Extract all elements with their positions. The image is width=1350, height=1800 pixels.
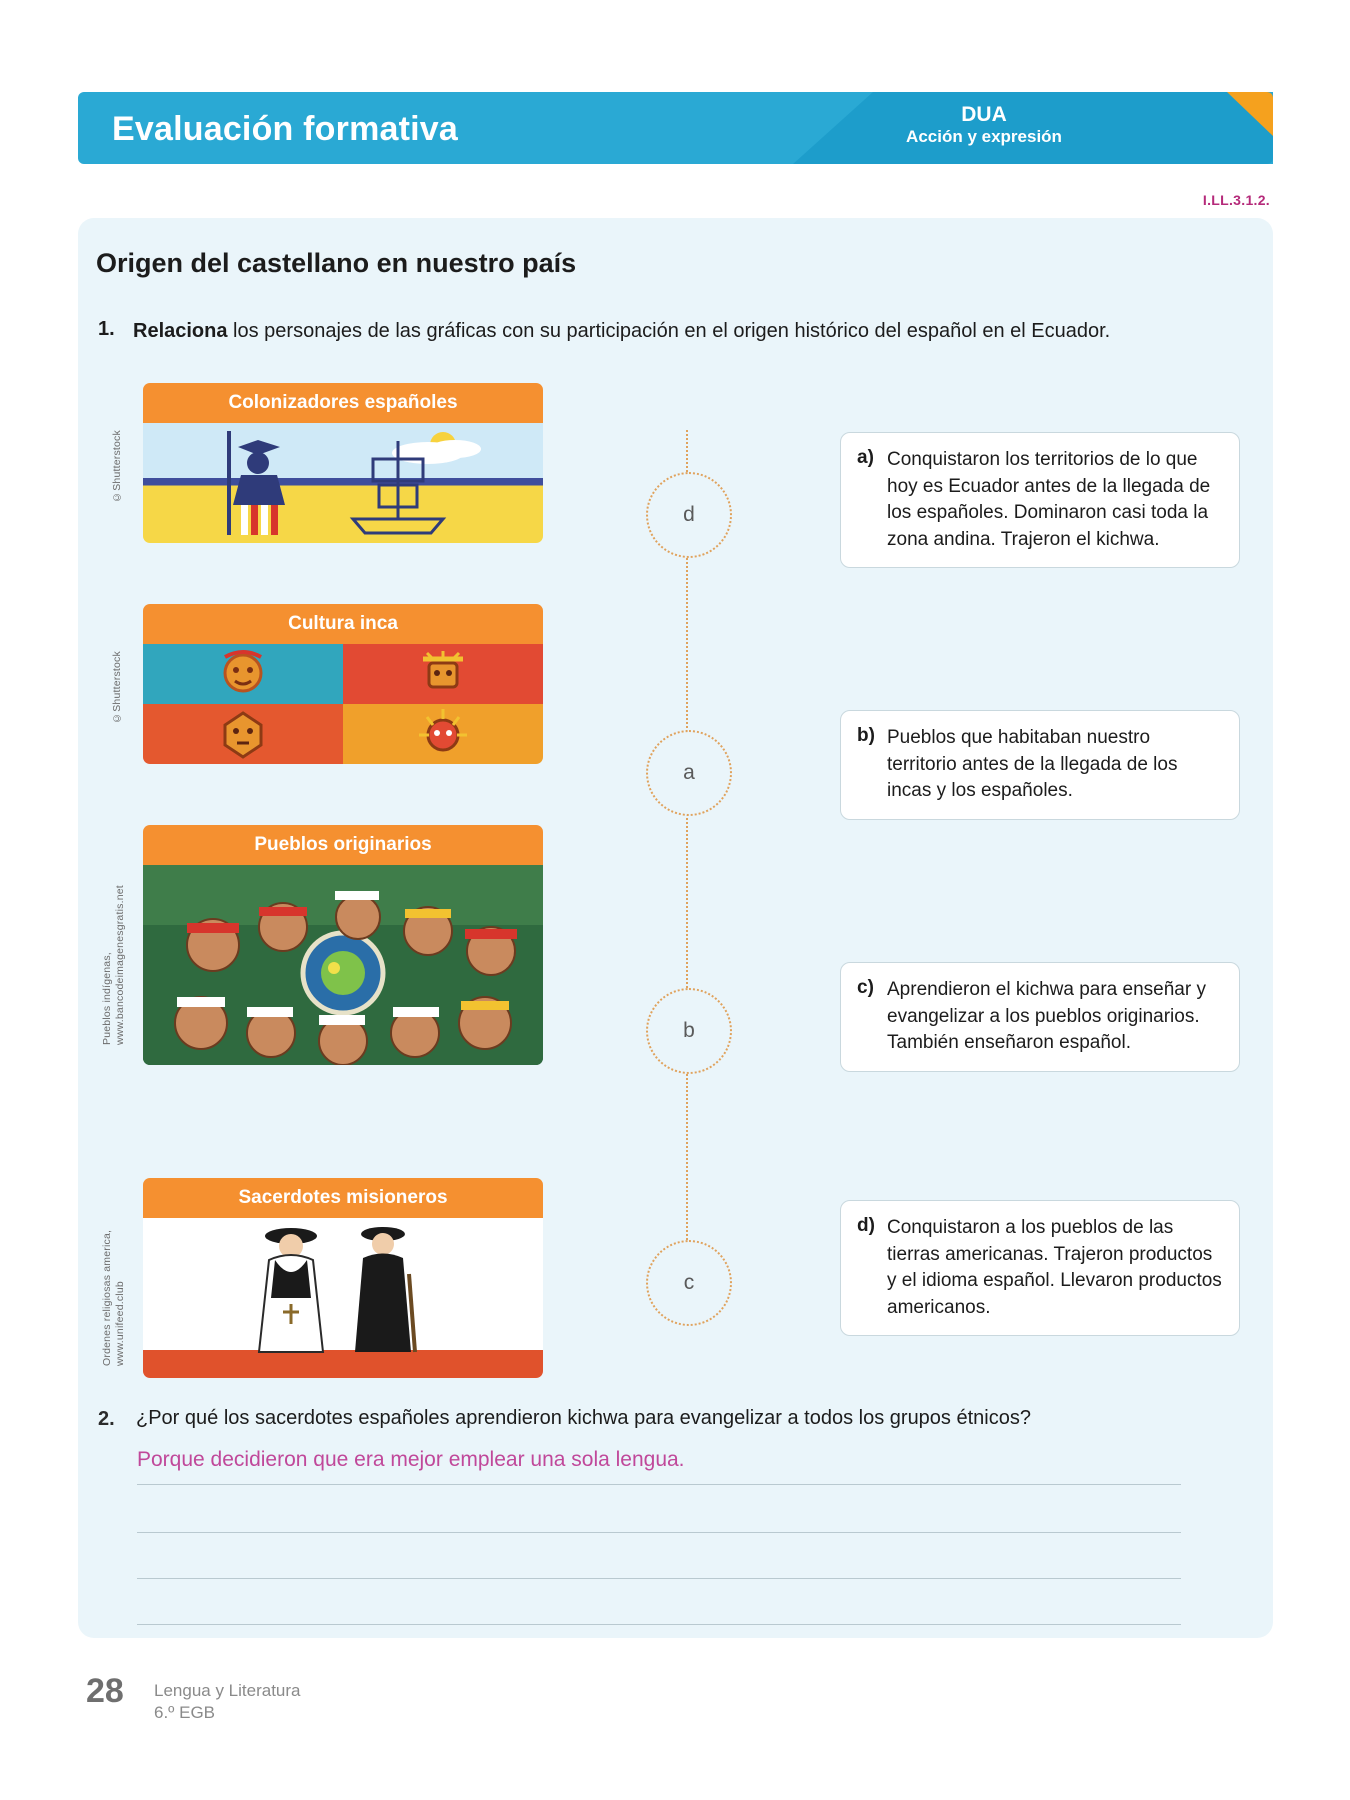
question-1-text — [133, 317, 1253, 345]
question-2-text: ¿Por qué los sacerdotes españoles aprendieron kichwa para evangelizar a todos los grupos étnicos? — [136, 1407, 1031, 1429]
question-1-rest: los personajes de las gráficas con su participación en el origen histórico del español en el Ecuador. — [227, 320, 1111, 342]
answer-letter: c) — [857, 977, 874, 998]
inca-mask-2 — [343, 644, 543, 704]
picture-card-pueblos-originarios[interactable] — [101, 825, 543, 1065]
picture-card-credit: Ordenes religiosas america, www.unifeed.club — [101, 1229, 127, 1366]
dua-title: DUA — [961, 103, 1007, 126]
missionary-priests-illustration — [143, 1218, 543, 1378]
answer-rule-4[interactable] — [137, 1624, 1181, 1625]
node-letter: c — [683, 1271, 695, 1294]
answer-text: Aprendieron el kichwa para enseñar y evangelizar a los pueblos originarios. También enseñaron español. — [887, 979, 1206, 1054]
question-1-bold-lead: Relaciona — [133, 320, 228, 342]
dua-badge — [819, 104, 1149, 148]
answer-rule-3[interactable] — [137, 1578, 1181, 1579]
node-b[interactable] — [646, 988, 732, 1074]
answer-option-a[interactable] — [840, 432, 1240, 568]
node-c[interactable] — [646, 1240, 732, 1326]
picture-card-sacerdotes-misioneros[interactable] — [101, 1178, 543, 1378]
answer-text: Conquistaron los territorios de lo que hoy es Ecuador antes de la llegada de los españoles. Dominaron casi toda la zona andina. Trajeron el kichwa. — [887, 449, 1211, 550]
picture-card-cultura-inca[interactable] — [111, 604, 543, 764]
picture-card-image — [143, 1218, 543, 1378]
answer-rule-2[interactable] — [137, 1532, 1181, 1533]
picture-card-image — [143, 644, 543, 764]
picture-card-credit: ©Shutterstock — [111, 430, 123, 503]
node-letter: d — [683, 503, 695, 526]
picture-card-credit: ©Shutterstock — [111, 651, 123, 724]
picture-card-title: Pueblos originarios — [143, 825, 543, 865]
node-d[interactable] — [646, 472, 732, 558]
picture-card-image — [143, 423, 543, 543]
indigenous-peoples-illustration — [143, 865, 543, 1065]
answer-option-b[interactable] — [840, 710, 1240, 820]
question-2-number: 2. — [98, 1408, 115, 1430]
answer-option-c[interactable] — [840, 962, 1240, 1072]
answer-text: Pueblos que habitaban nuestro territorio antes de la llegada de los incas y los españoles. — [887, 727, 1178, 802]
answer-rule-1 — [137, 1484, 1181, 1485]
picture-card-title: Cultura inca — [143, 604, 543, 644]
question-2-answer-line-1[interactable]: Porque decidieron que era mejor emplear una sola lengua. — [137, 1448, 685, 1471]
answer-option-d[interactable] — [840, 1200, 1240, 1336]
curriculum-code: I.LL.3.1.2. — [1202, 192, 1270, 208]
node-letter: b — [683, 1019, 695, 1042]
page-header-banner — [78, 92, 1273, 164]
answer-letter: b) — [857, 725, 875, 746]
footer-subject — [154, 1680, 301, 1724]
answer-letter: a) — [857, 447, 874, 468]
inca-mask-3 — [143, 704, 343, 764]
picture-card-image — [143, 865, 543, 1065]
inca-mask-1 — [143, 644, 343, 704]
inca-mask-4 — [343, 704, 543, 764]
footer-grade: 6.º EGB — [154, 1703, 216, 1723]
question-1-number: 1. — [98, 318, 115, 340]
footer-subject-name: Lengua y Literatura — [154, 1681, 301, 1700]
colonizers-illustration — [143, 423, 543, 543]
answer-text: Conquistaron a los pueblos de las tierras americanas. Trajeron productos y el idioma español. Llevaron productos americanos. — [887, 1217, 1222, 1318]
node-a[interactable] — [646, 730, 732, 816]
picture-card-colonizadores[interactable] — [111, 383, 543, 543]
answer-letter: d) — [857, 1215, 875, 1236]
dua-subtitle: Acción y expresión — [906, 127, 1062, 147]
picture-card-credit: Pueblos indígenas, www.bancodeimagenesgratis.net — [101, 885, 127, 1045]
picture-card-title: Sacerdotes misioneros — [143, 1178, 543, 1218]
page-number: 28 — [86, 1672, 124, 1710]
section-title: Origen del castellano en nuestro país — [96, 248, 577, 278]
page-title: Evaluación formativa — [112, 110, 459, 148]
picture-card-title: Colonizadores españoles — [143, 383, 543, 423]
node-letter: a — [683, 761, 695, 784]
